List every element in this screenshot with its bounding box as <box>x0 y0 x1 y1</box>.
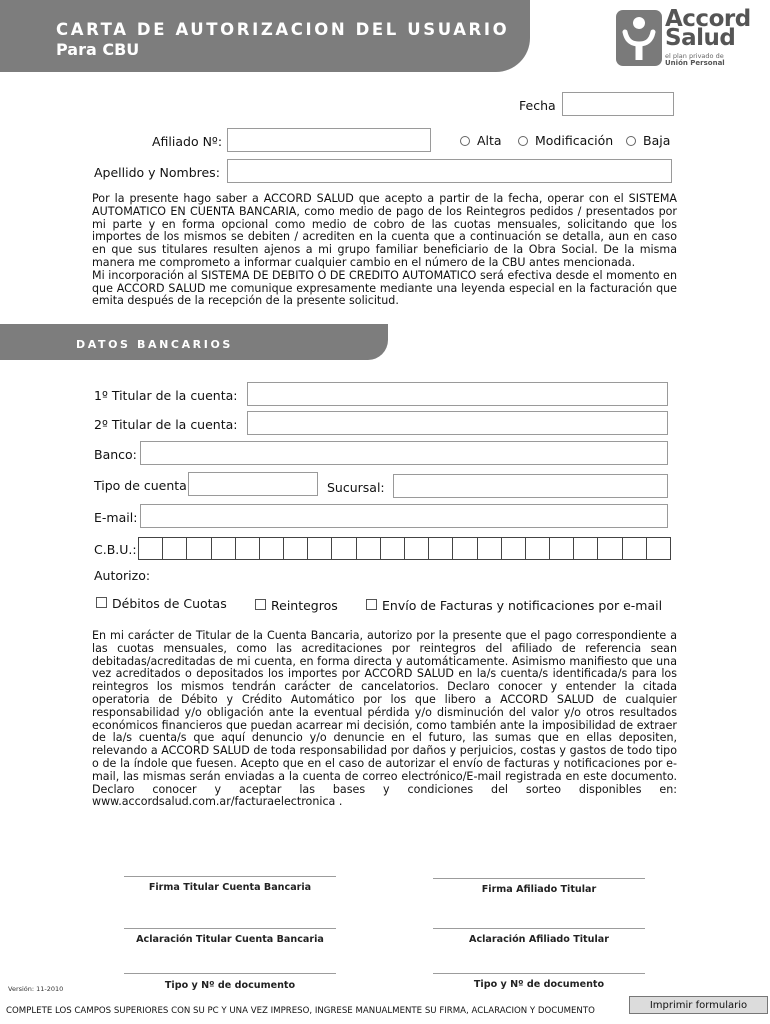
cbu-digit-box[interactable] <box>211 537 236 560</box>
apellido-label: Apellido y Nombres: <box>94 165 220 180</box>
cbu-digit-box[interactable] <box>428 537 453 560</box>
aclaracion-titular-label: Aclaración Titular Cuenta Bancaria <box>136 934 324 945</box>
cbu-digit-box[interactable] <box>186 537 211 560</box>
cbu-digit-box[interactable] <box>283 537 308 560</box>
banco-label: Banco: <box>94 447 137 462</box>
baja-label: Baja <box>643 133 671 148</box>
cbu-digit-box[interactable] <box>235 537 260 560</box>
cbu-digit-row <box>138 537 670 560</box>
cbu-digit-box[interactable] <box>573 537 598 560</box>
alta-label: Alta <box>477 133 502 148</box>
reintegros-checkbox[interactable] <box>255 599 266 610</box>
apellido-field[interactable] <box>227 159 672 183</box>
baja-radio[interactable] <box>626 136 636 146</box>
modificacion-radio[interactable] <box>518 136 528 146</box>
fecha-field[interactable] <box>562 92 674 116</box>
cbu-digit-box[interactable] <box>404 537 429 560</box>
titular2-field[interactable] <box>247 411 668 435</box>
intro-paragraph <box>92 193 677 308</box>
version-label: Versión: 11-2010 <box>8 985 64 993</box>
email-label: E-mail: <box>94 510 138 525</box>
tipo-cuenta-field[interactable] <box>188 472 318 496</box>
envio-facturas-label: Envío de Facturas y notificaciones por e-mail <box>382 598 663 613</box>
cbu-digit-box[interactable] <box>162 537 187 560</box>
cbu-digit-box[interactable] <box>380 537 405 560</box>
tipo-doc-titular-label: Tipo y Nº de documento <box>164 980 296 991</box>
logo-word-salud: Salud <box>665 25 736 51</box>
firma-afiliado-label: Firma Afiliado Titular <box>481 884 597 895</box>
titular1-label: 1º Titular de la cuenta: <box>94 388 238 403</box>
cbu-digit-box[interactable] <box>452 537 477 560</box>
sucursal-field[interactable] <box>393 474 668 498</box>
intro-paragraph-part-1: Por la presente hago saber a ACCORD SALUD que acepto a partir de la fecha, operar con el SISTEMA AUTOMATICO EN CUENTA BANCARIA, como medio de pago de los Reintegros pedidos / presentados por mi parte y en forma opcional como medio de cobro de las cuotas mensuales, solicitando que los importes de los mismos se debiten / acrediten en la cuenta que a continuación se detalla, aun en caso en que sus titulares resulten ajenos a mi grupo familiar beneficiario de la Obra Social. De la misma manera me comprometo a informar cualquier cambio en el número de la CBU antes mencionada. <box>92 192 677 269</box>
cbu-digit-box[interactable] <box>501 537 526 560</box>
logo-tagline-brand: Unión Personal <box>665 59 725 67</box>
cbu-digit-box[interactable] <box>331 537 356 560</box>
cbu-digit-box[interactable] <box>356 537 381 560</box>
form-subtitle: Para CBU <box>56 40 140 59</box>
form-title: CARTA DE AUTORIZACION DEL USUARIO <box>56 20 510 39</box>
authorization-paragraph: En mi carácter de Titular de la Cuenta Bancaria, autorizo por la presente que el pago correspondiente a las cuotas mensuales, como las acreditaciones por reintegros del afiliado de referencia sean debitadas/acreditadas de mi cuenta, en forma directa y automáticamente. Asimismo manifiesto que una vez acreditados o depositados los importes por ACCORD SALUD en la/s cuenta/s identificada/s para los reintegros los mismos tendrán carácter de cancelatorios. Declaro conocer y entender la citada operatoria de Débito y Crédito Automático por los que libero a ACCORD SALUD de cualquier responsabilidad y/o obligación ante la eventual pérdida y/o disminución del valor y/o otros resultados económicos financieros que puedan acarrear mi decisión, como también ante la imposibilidad de extraer de la/s cuenta/s que aquí denuncio y/o denuncie en el futuro, las sumas que en ellas depositen, relevando a ACCORD SALUD de toda responsabilidad por daños y perjuicios, costas y gastos de todo tipo o de la índole que fuesen. Acepto que en el caso de autorizar el envío de facturas y notificaciones por e-mail, las mismas serán enviadas a la cuenta de correo electrónico/E-mail registrada en este documento. Declaro conocer y aceptar las bases y condiciones del sorteo disponibles en: www.accordsalud.com.ar/facturaelectronica . <box>92 629 677 809</box>
titular1-field[interactable] <box>247 382 668 406</box>
accord-salud-logo-icon <box>616 10 662 66</box>
logo-tagline: el plan privado de <box>665 52 724 60</box>
autorizo-label: Autorizo: <box>94 568 151 583</box>
tipo-doc-titular-line <box>124 973 336 974</box>
firma-titular-line <box>124 876 336 877</box>
cbu-digit-box[interactable] <box>138 537 163 560</box>
aclaracion-afiliado-line <box>433 928 645 929</box>
aclaracion-titular-line <box>124 928 336 929</box>
cbu-digit-box[interactable] <box>622 537 647 560</box>
cbu-digit-box[interactable] <box>307 537 332 560</box>
titular2-label: 2º Titular de la cuenta: <box>94 417 238 432</box>
cbu-label: C.B.U.: <box>94 542 137 557</box>
email-field[interactable] <box>140 504 668 528</box>
firma-titular-label: Firma Titular Cuenta Bancaria <box>148 882 312 893</box>
logo-word-accord: Accord <box>665 6 751 32</box>
tipo-doc-afiliado-label: Tipo y Nº de documento <box>473 979 605 990</box>
debitos-checkbox[interactable] <box>96 597 107 608</box>
cbu-digit-box[interactable] <box>477 537 502 560</box>
intro-paragraph-part-2: Mi incorporación al SISTEMA DE DEBITO O DE CREDITO AUTOMATICO será efectiva desde el momento en que ACCORD SALUD me comunique expresamente mediante una leyenda especial en la facturación que emita después de la recepción de la presente solicitud. <box>92 268 677 308</box>
fecha-label: Fecha <box>519 98 556 113</box>
cbu-digit-box[interactable] <box>549 537 574 560</box>
cbu-digit-box[interactable] <box>259 537 284 560</box>
modificacion-label: Modificación <box>535 133 614 148</box>
sucursal-label: Sucursal: <box>327 480 385 495</box>
reintegros-label: Reintegros <box>271 598 338 613</box>
afiliado-field[interactable] <box>227 128 431 152</box>
cbu-digit-box[interactable] <box>525 537 550 560</box>
banco-field[interactable] <box>140 441 668 465</box>
aclaracion-afiliado-label: Aclaración Afiliado Titular <box>469 934 609 945</box>
tipo-doc-afiliado-line <box>433 973 645 974</box>
afiliado-label: Afiliado Nº: <box>152 134 223 149</box>
alta-radio[interactable] <box>460 136 470 146</box>
envio-facturas-checkbox[interactable] <box>366 599 377 610</box>
bank-section-title: DATOS BANCARIOS <box>76 338 233 351</box>
debitos-label: Débitos de Cuotas <box>112 596 227 611</box>
cbu-digit-box[interactable] <box>646 537 671 560</box>
tipo-cuenta-label: Tipo de cuenta <box>94 478 187 493</box>
footer-note: COMPLETE LOS CAMPOS SUPERIORES CON SU PC Y UNA VEZ IMPRESO, INGRESE MANUALMENTE SU FIRMA, ACLARACION Y DOCUMENTO <box>6 1006 595 1016</box>
cbu-digit-box[interactable] <box>597 537 622 560</box>
print-form-button[interactable]: Imprimir formulario <box>629 996 768 1014</box>
firma-afiliado-line <box>433 878 645 879</box>
